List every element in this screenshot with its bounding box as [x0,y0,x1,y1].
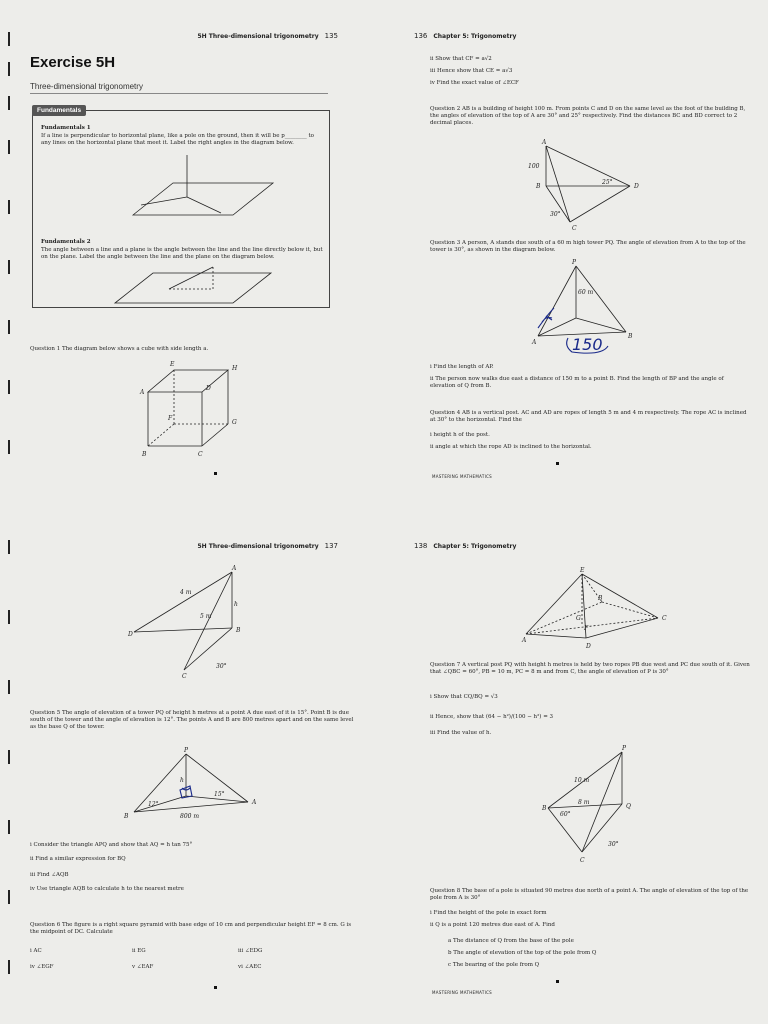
fundamentals-badge: Fundamentals [32,105,86,116]
page-dot [556,462,559,465]
label-8m: 8 m [578,799,590,806]
margin-mark [8,96,10,110]
vertex-h: H [232,365,238,372]
label-p: P [184,747,189,754]
vertex-c: C [198,451,203,458]
page-138 [412,538,752,1008]
label-10m: 10 m [574,777,590,784]
vertex-g: G [232,419,237,426]
question-8: Question 8 The base of a pole is situated 90 metres due north of a point A. The angle of elevation of the top of the pole from A is 30° [430,888,749,901]
q8-i: i Find the height of the pole in exact form [430,910,547,916]
label-a: A [542,139,547,146]
label-b: B [236,627,241,634]
question-5: Question 5 The angle of elevation of a tower PQ of height h metres at a point A due east of it is 15°. Point B is due south of the tower and the angle of elevation is 12°. The points A and B are 800 metres apart and on the same level as the base Q of the tower. [30,710,354,730]
margin-mark [8,960,10,974]
q8-ii: ii Q is a point 120 metres due east of A. Find [430,922,555,928]
page-137 [28,538,368,1008]
q3-ii: ii The person now walks due east a distance of 150 m to a point B. Find the length of BP and the angle of elevation of Q from B. [430,376,724,389]
label-b: B [124,813,129,820]
label-5m: 5 m [200,613,212,620]
page-dot [214,472,217,475]
fundamentals-box [32,107,330,308]
label-800m: 800 m [180,813,200,820]
q5-i: i Consider the triangle APQ and show that AQ = h tan 75° [30,842,193,848]
label-c: C [662,615,667,622]
handwritten-150: 150 [572,335,603,354]
running-header: 138 Chapter 5: Trigonometry [414,542,517,550]
label-h: h [180,777,184,784]
label-15deg: 15° [214,791,225,798]
label-a: A [522,637,527,644]
q-ii-show-cf: ii Show that CF = a√2 [430,56,492,62]
label-d: D [128,631,133,638]
label-4m: 4 m [180,589,192,596]
label-e: E [580,567,585,574]
line-plane-angle-diagram [105,267,275,307]
label-a: A [532,339,537,346]
q6-iii: iii ∠EDG [238,948,263,954]
margin-mark [8,140,10,154]
footer-brand: MASTERING MATHEMATICS [432,990,493,995]
label-b: B [542,805,547,812]
question-2: Question 2 AB is a building of height 100 m. From points C and D on the same level as the foot of the building B, the angles of elevation of the top of A are 30° and 25° respectively. Find the distances BC and BD correct to 2 decimal places. [430,106,746,126]
running-header: 5H Three-dimensional trigonometry 137 [197,542,338,550]
margin-mark [8,200,10,214]
label-a: A [252,799,257,806]
q-iv-exact-value: iv Find the exact value of ∠ECF [430,80,519,86]
page-135 [28,28,368,498]
page-136 [412,28,752,498]
page-dot [214,986,217,989]
q8-ii-b: b The angle of elevation of the top of the pole from Q [448,950,597,956]
running-header: 136 Chapter 5: Trigonometry [414,32,517,40]
label-30deg: 30° [550,211,561,218]
vertical-pole-diagram [128,565,248,680]
margin-mark [8,380,10,394]
label-d: D [634,183,639,190]
label-a: A [232,565,237,572]
q5-iii: iii Find ∠AQB [30,872,69,878]
label-12deg: 12° [148,801,159,808]
question-1: Question 1 The diagram below shows a cube with side length a. [30,346,209,352]
question-6: Question 6 The figure is a right square pyramid with base edge of 10 cm and perpendicular height EF = 8 cm. G is the midpoint of DC. Calculate [30,922,352,935]
q4-i: i height h of the post. [430,432,490,438]
q7-i: i Show that CQ/BQ = √3 [430,694,498,700]
exercise-subtitle: Three-dimensional trigonometry [30,82,143,91]
label-h: h [234,601,238,608]
building-diagram [522,139,642,232]
label-30deg: 30° [216,663,227,670]
fundamentals-1-text: If a line is perpendicular to horizontal plane, like a pole on the ground, then it will be p________ to any lines on the horizontal plane that meet it. Label the right angles in the diagram below. [41,133,314,146]
label-d: D [586,643,591,650]
q5-iv: iv Use triangle AQB to calculate h to the nearest metre [30,886,184,892]
label-c: C [572,225,577,232]
question-7: Question 7 A vertical post PQ with height h metres is held by two ropes PB due west and PC due south of it. Given that ∠QBC = 60°, PB = 10 m, PC = 8 m and from C, the angle of elevation of P is 30° [430,662,750,675]
label-25deg: 25° [602,179,613,186]
q5-ii: ii Find a similar expression for BQ [30,856,126,862]
margin-mark [8,890,10,904]
q3-i: i Find the length of AP. [430,364,494,370]
q6-v: v ∠EAF [132,964,154,970]
tower-diagram [532,259,642,354]
margin-mark [8,62,10,76]
q6-iv: iv ∠EGF [30,964,54,970]
margin-mark [8,680,10,694]
cube-diagram [128,362,248,462]
q8-ii-c: c The bearing of the pole from Q [448,962,540,968]
label-b: B [598,595,603,602]
margin-mark [8,610,10,624]
tower-elevation-diagram [124,747,264,820]
q6-ii: ii EG [132,948,146,954]
vertex-a: A [140,389,145,396]
margin-mark [8,540,10,554]
margin-mark [8,320,10,334]
margin-mark [8,750,10,764]
vertex-d: D [206,385,211,392]
margin-mark [8,440,10,454]
pole-ropes-diagram [542,745,652,864]
label-30deg: 30° [608,841,619,848]
label-b: B [536,183,541,190]
q-iii-hence-ce: iii Hence show that CE = a√3 [430,68,513,74]
pyramid-diagram [522,567,672,650]
fundamentals-2-heading: Fundamentals 2 [41,239,91,245]
q8-ii-a: a The distance of Q from the base of the pole [448,938,574,944]
vertex-f: F [168,415,173,422]
handwritten-angle-mark [538,308,554,328]
label-p: P [572,259,577,266]
label-60deg: 60° [560,811,571,818]
margin-mark [8,820,10,834]
vertex-e: E [170,361,175,368]
label-c: C [580,857,585,864]
q4-ii: ii angle at which the rope AD is inclined to the horizontal. [430,444,592,450]
label-f: F [584,625,589,632]
exercise-title: Exercise 5H [30,54,116,71]
margin-mark [8,32,10,46]
label-100m: 100 [528,163,540,170]
label-60m: 60 m [578,289,594,296]
label-c: C [182,673,187,680]
running-header: 5H Three-dimensional trigonometry 135 [197,32,338,40]
fundamentals-2-text: The angle between a line and a plane is the angle between the line and the line directly below it, but on the plane. Label the angle between the line and the plane on the diagram below. [41,247,323,260]
divider [30,93,328,94]
label-g: G [576,615,581,622]
margin-mark [8,260,10,274]
perpendicular-plane-diagram [113,155,273,231]
question-3: Question 3 A person, A stands due south of a 60 m high tower PQ. The angle of elevation from A to the top of the tower is 30°, as shown in the diagram below. [430,240,746,253]
q7-ii: ii Hence, show that (64 − h²)/(100 − h²) = 3 [430,714,554,720]
fundamentals-1-heading: Fundamentals 1 [41,125,91,131]
label-b: B [628,333,633,340]
vertex-b: B [142,451,147,458]
q7-iii: iii Find the value of h. [430,730,492,736]
label-q: Q [626,803,631,810]
label-p: P [622,745,627,752]
question-4: Question 4 AB is a vertical post. AC and AD are ropes of length 5 m and 4 m respectively. The rope AC is inclined at 30° to the horizontal. Find the [430,410,747,423]
page-dot [556,980,559,983]
footer-brand: MASTERING MATHEMATICS [432,474,493,479]
q6-vi: vi ∠AEC [238,964,262,970]
q6-i: i AC [30,948,42,954]
